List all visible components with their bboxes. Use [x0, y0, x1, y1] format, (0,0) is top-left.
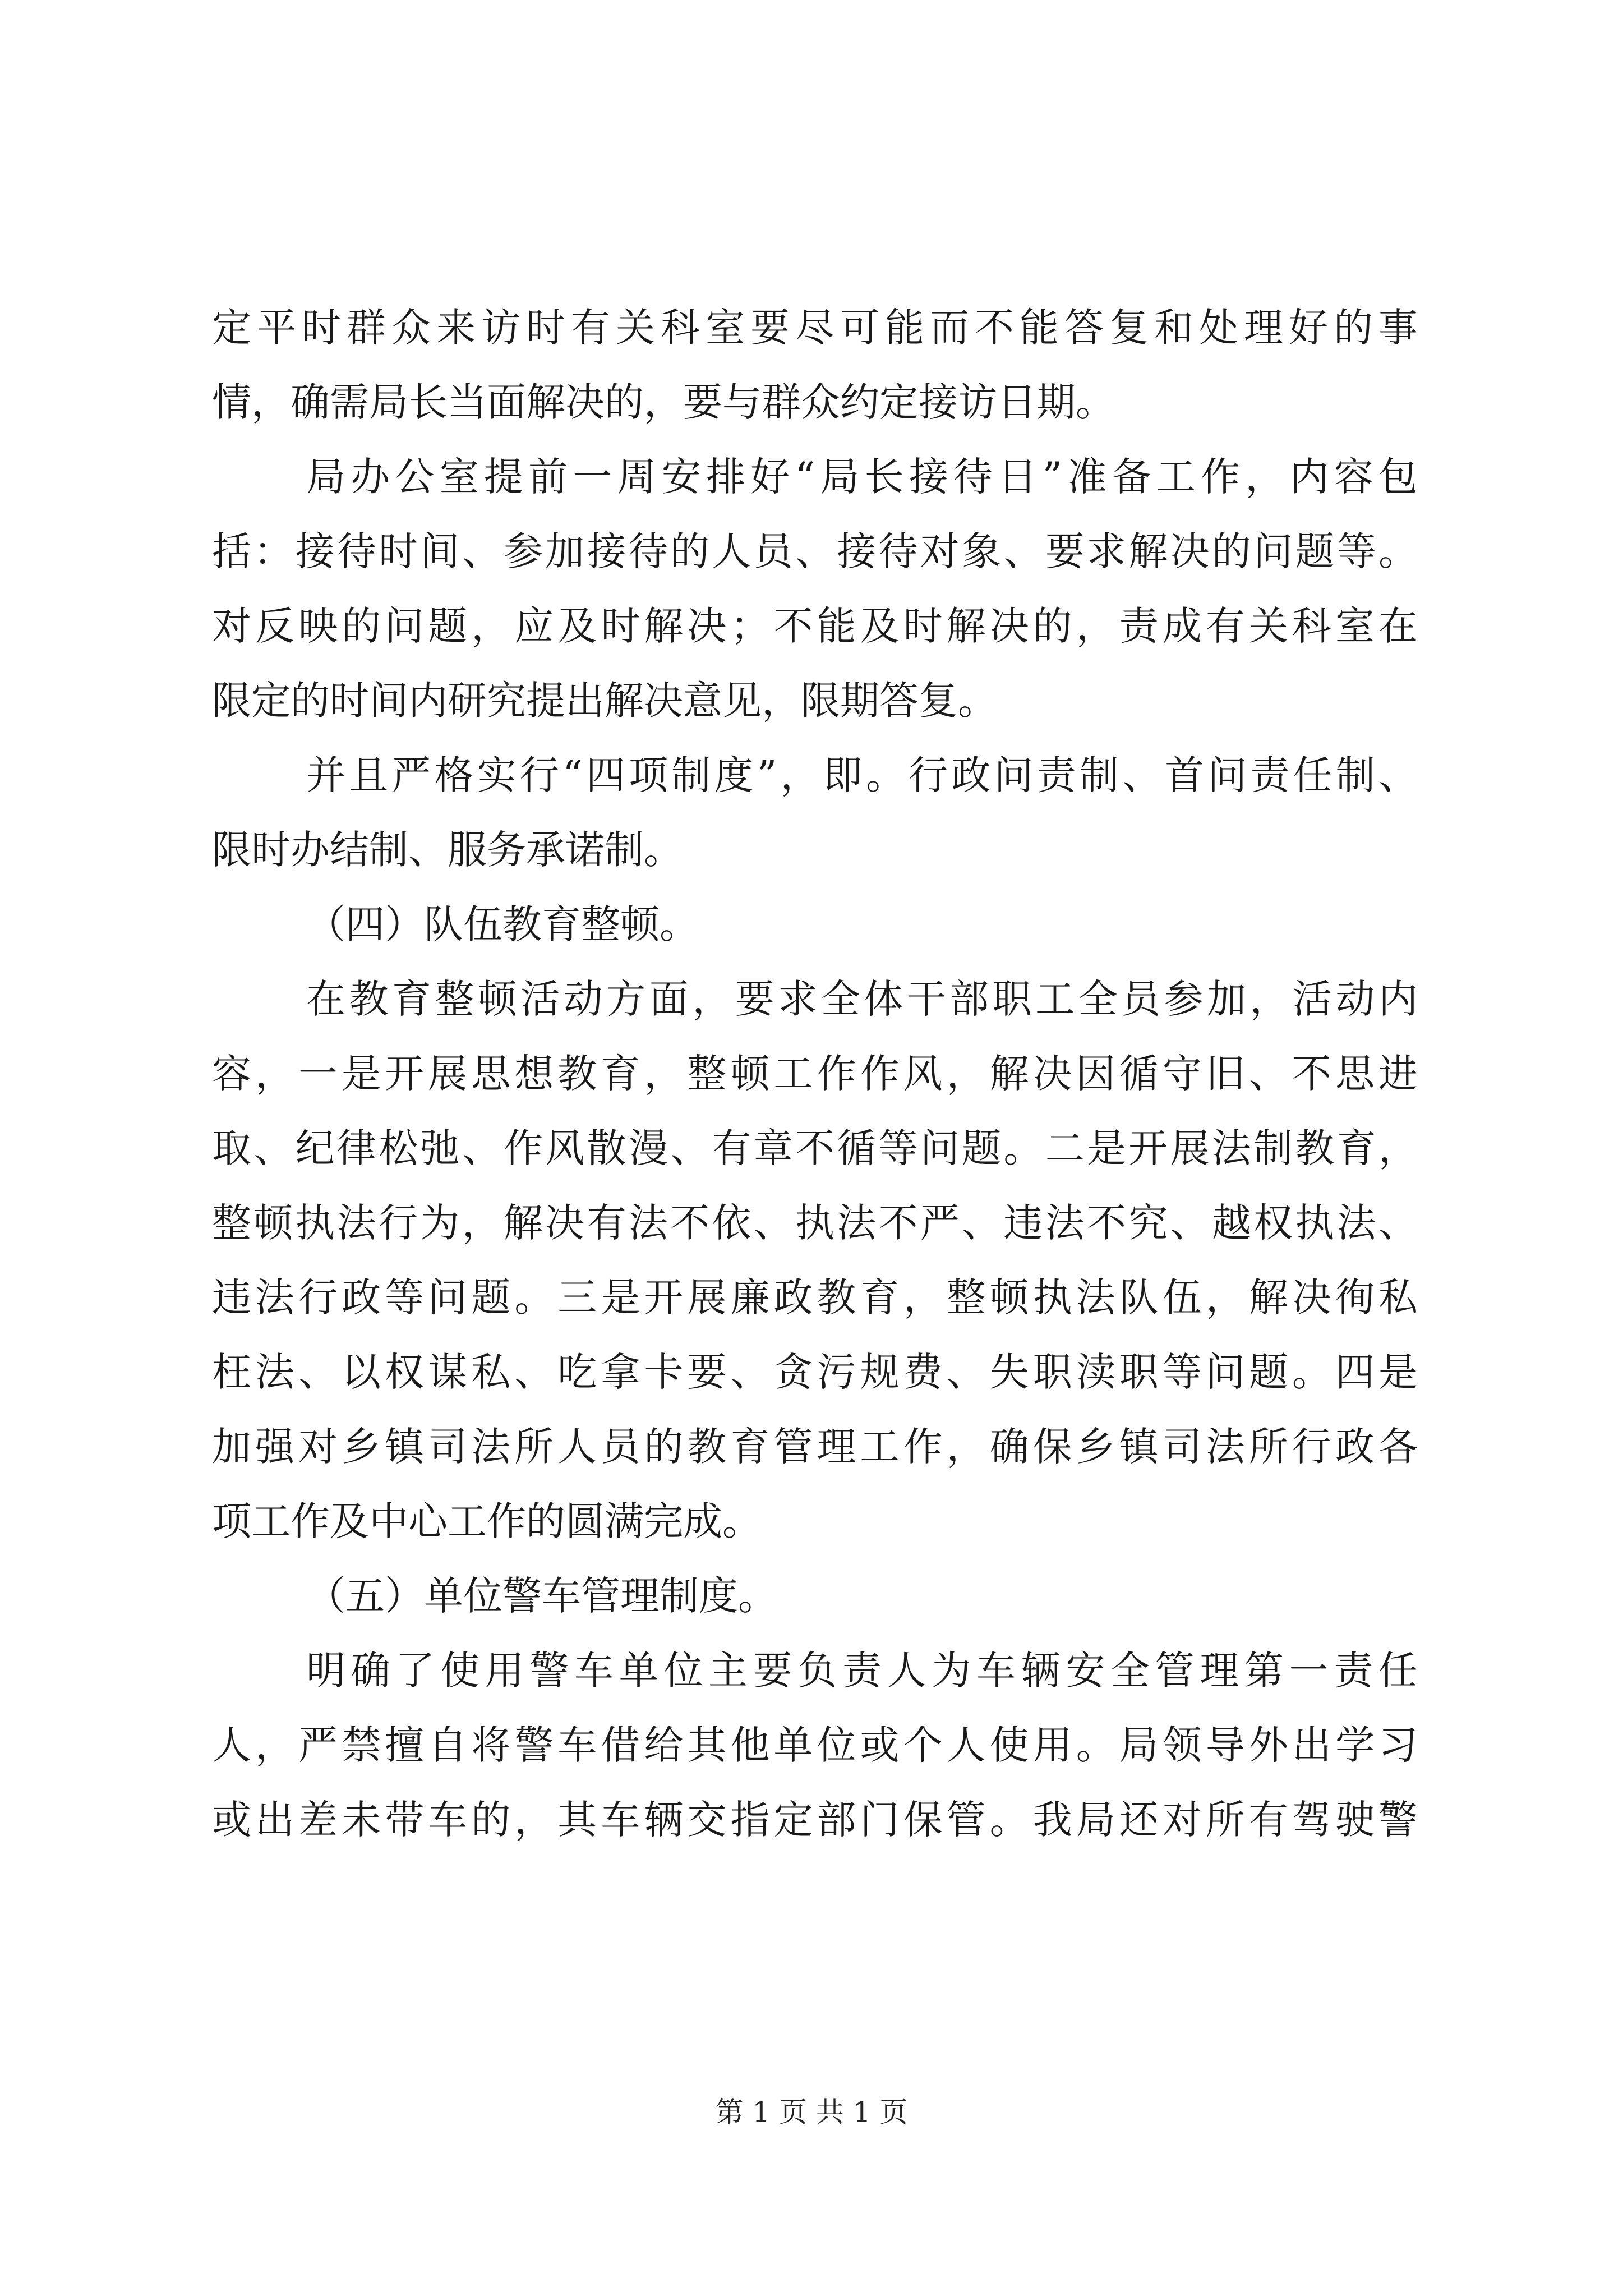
- text-line: 在教育整顿活动方面，要求全体干部职工全员参加，活动内: [306, 976, 1418, 1022]
- text-line: 人，严禁擅自将警车借给其他单位或个人使用。局领导外出学习: [212, 1722, 1418, 1768]
- text-line: 对反映的问题，应及时解决；不能及时解决的，责成有关科室在: [212, 603, 1418, 649]
- text-line: 项工作及中心工作的圆满完成。: [212, 1498, 762, 1544]
- text-line: 整顿执法行为，解决有法不依、执法不严、违法不究、越权执法、: [212, 1200, 1418, 1246]
- text-line: 情，确需局长当面解决的，要与群众约定接访日期。: [212, 379, 1115, 425]
- text-line: 或出差未带车的，其车辆交指定部门保管。我局还对所有驾驶警: [212, 1797, 1418, 1843]
- page-footer: 第 1 页 共 1 页: [715, 2096, 908, 2128]
- section-heading: （五）单位警车管理制度。: [306, 1573, 777, 1619]
- text-line: 取、纪律松弛、作风散漫、有章不循等问题。二是开展法制教育，: [212, 1125, 1418, 1171]
- text-line: 定平时群众来访时有关科室要尽可能而不能答复和处理好的事: [212, 305, 1418, 351]
- section-heading: （四）队伍教育整顿。: [306, 901, 699, 947]
- document-body: [212, 291, 1418, 1857]
- text-line: 并且严格实行“四项制度”，即。行政问责制、首问责任制、: [306, 752, 1418, 798]
- text-line: 限定的时间内研究提出解决意见，限期答复。: [212, 678, 997, 724]
- text-line: 违法行政等问题。三是开展廉政教育，整顿执法队伍，解决徇私: [212, 1274, 1418, 1320]
- text-line: 局办公室提前一周安排好“局长接待日”准备工作，内容包: [306, 454, 1418, 500]
- text-line: 加强对乡镇司法所人员的教育管理工作，确保乡镇司法所行政各: [212, 1424, 1418, 1470]
- text-line: 明确了使用警车单位主要负责人为车辆安全管理第一责任: [306, 1648, 1418, 1694]
- text-line: 括：接待时间、参加接待的人员、接待对象、要求解决的问题等。: [212, 528, 1418, 574]
- text-line: 容，一是开展思想教育，整顿工作作风，解决因循守旧、不思进: [212, 1051, 1418, 1097]
- text-line: 限时办结制、服务承诺制。: [212, 827, 683, 873]
- text-line: 枉法、以权谋私、吃拿卡要、贪污规费、失职渎职等问题。四是: [212, 1349, 1418, 1395]
